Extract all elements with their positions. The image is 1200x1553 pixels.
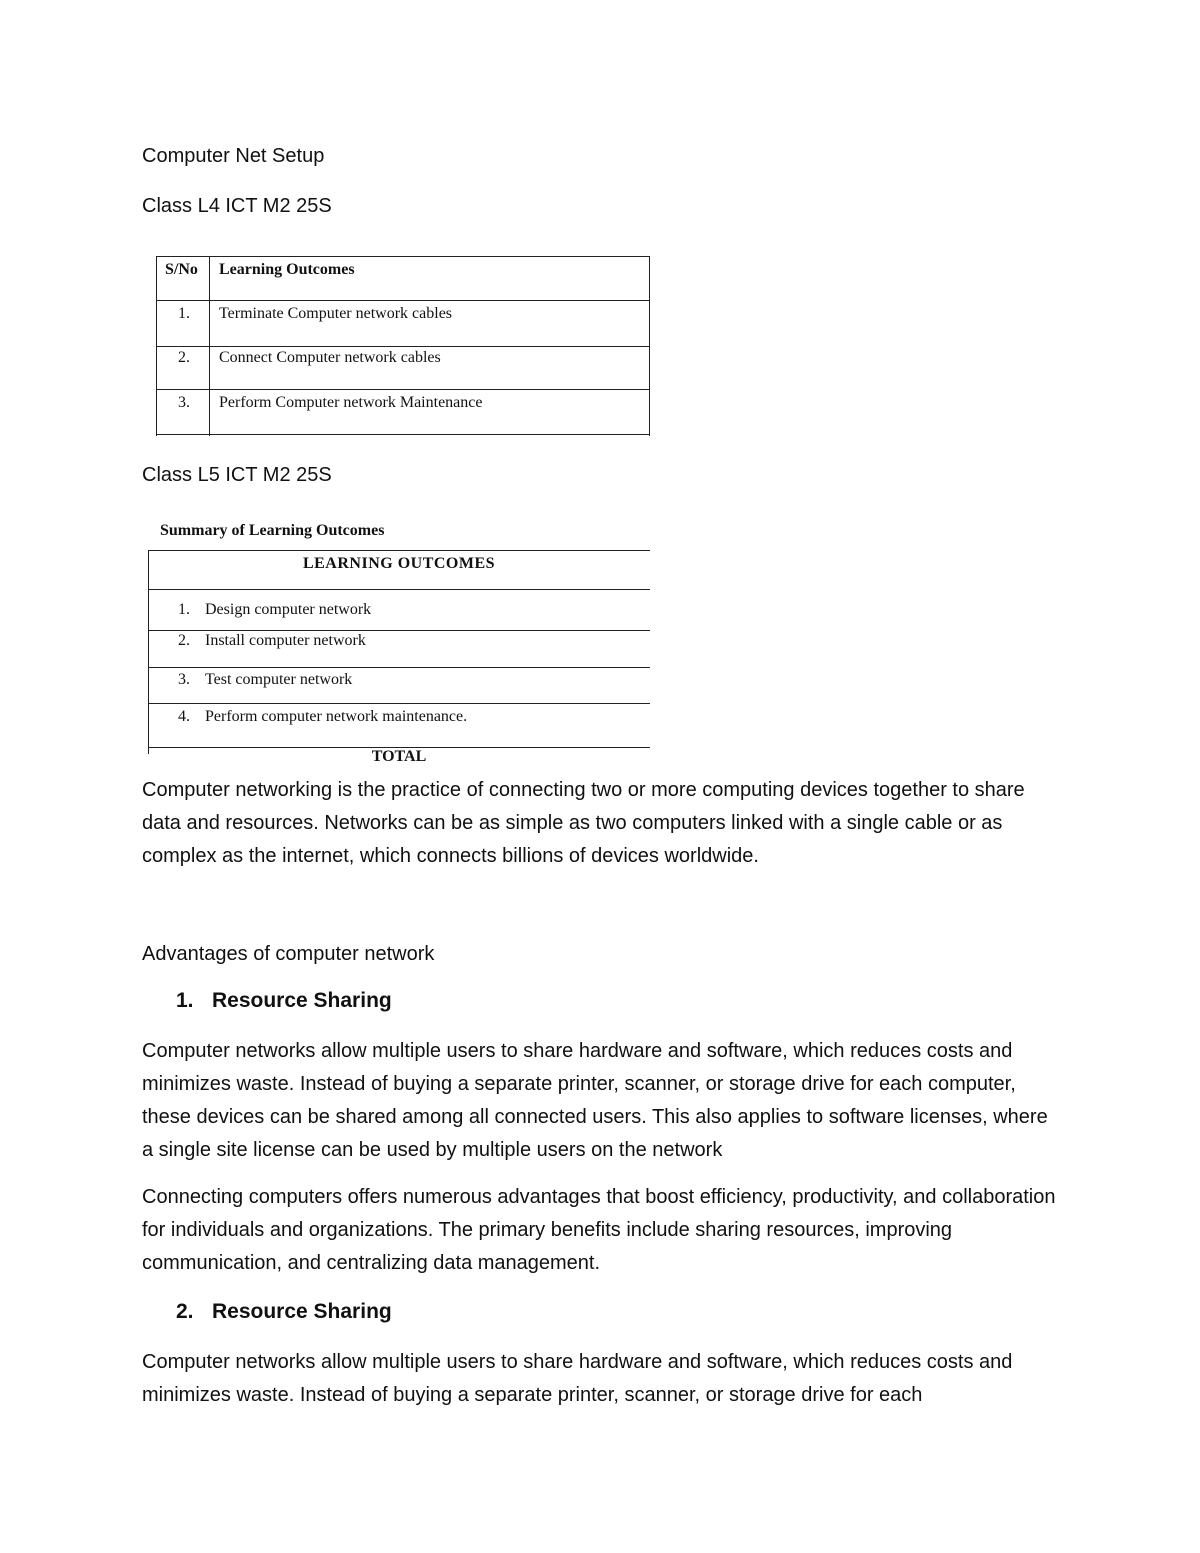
table-row-num: 1.	[178, 305, 190, 322]
table-footer-total: TOTAL	[371, 748, 427, 765]
table-row-num: 4.	[178, 708, 190, 725]
table-header-learning-outcomes: LEARNING OUTCOMES	[302, 555, 496, 572]
table-row-text: Test computer network	[205, 671, 353, 688]
table-row-num: 3.	[178, 394, 190, 411]
table-row-text: Terminate Computer network cables	[219, 305, 453, 322]
learning-outcomes-table-l5	[148, 518, 650, 765]
section-number: 1.	[176, 989, 194, 1012]
advantages-title: Advantages of computer network	[142, 943, 435, 965]
table-row-num: 3.	[178, 671, 190, 688]
learning-outcomes-table-l4	[156, 256, 650, 436]
table-header-outcomes: Learning Outcomes	[219, 261, 355, 278]
table-row-text: Perform Computer network Maintenance	[219, 394, 483, 411]
section-title: Resource Sharing	[212, 989, 392, 1012]
section-heading-2	[176, 1299, 392, 1325]
section-heading-1	[176, 988, 392, 1014]
table-row-num: 2.	[178, 349, 190, 366]
document-title: Computer Net Setup	[142, 145, 325, 167]
resource-sharing-paragraph-2: Computer networks allow multiple users to share hardware and software, which reduces costs and minimizes waste. Instead of buying a separate printer, scanner, or storage drive for each	[142, 1351, 1013, 1406]
resource-sharing-paragraph: Computer networks allow multiple users to share hardware and software, which reduces costs and minimizes waste. Instead of buying a separate printer, scanner, or storage drive for each computer, these devices can be shared among all connected users. This also applies to software licenses, where a single site license can be used by multiple users on the network	[142, 1040, 1048, 1161]
table-row-text: Install computer network	[205, 632, 366, 649]
table-header-sno: S/No	[165, 261, 198, 278]
table-caption: Summary of Learning Outcomes	[160, 522, 385, 539]
section-title: Resource Sharing	[212, 1300, 392, 1323]
section-number: 2.	[176, 1300, 194, 1323]
table-row-text: Design computer network	[205, 601, 372, 618]
class-l4-label: Class L4 ICT M2 25S	[142, 195, 332, 217]
class-l5-label: Class L5 ICT M2 25S	[142, 464, 332, 486]
intro-paragraph: Computer networking is the practice of connecting two or more computing devices together to share data and resources. Networks can be as simple as two computers linked with a single cable or as complex as the internet, which connects billions of devices worldwide.	[142, 779, 1025, 867]
table-row-num: 2.	[178, 632, 190, 649]
table-row-text: Perform computer network maintenance.	[205, 708, 468, 725]
benefits-paragraph: Connecting computers offers numerous advantages that boost efficiency, productivity, and collaboration for individuals and organizations. The primary benefits include sharing resources, improving communication, and centralizing data management.	[142, 1186, 1056, 1274]
table-row-text: Connect Computer network cables	[219, 349, 441, 366]
table-row-num: 1.	[178, 601, 190, 618]
